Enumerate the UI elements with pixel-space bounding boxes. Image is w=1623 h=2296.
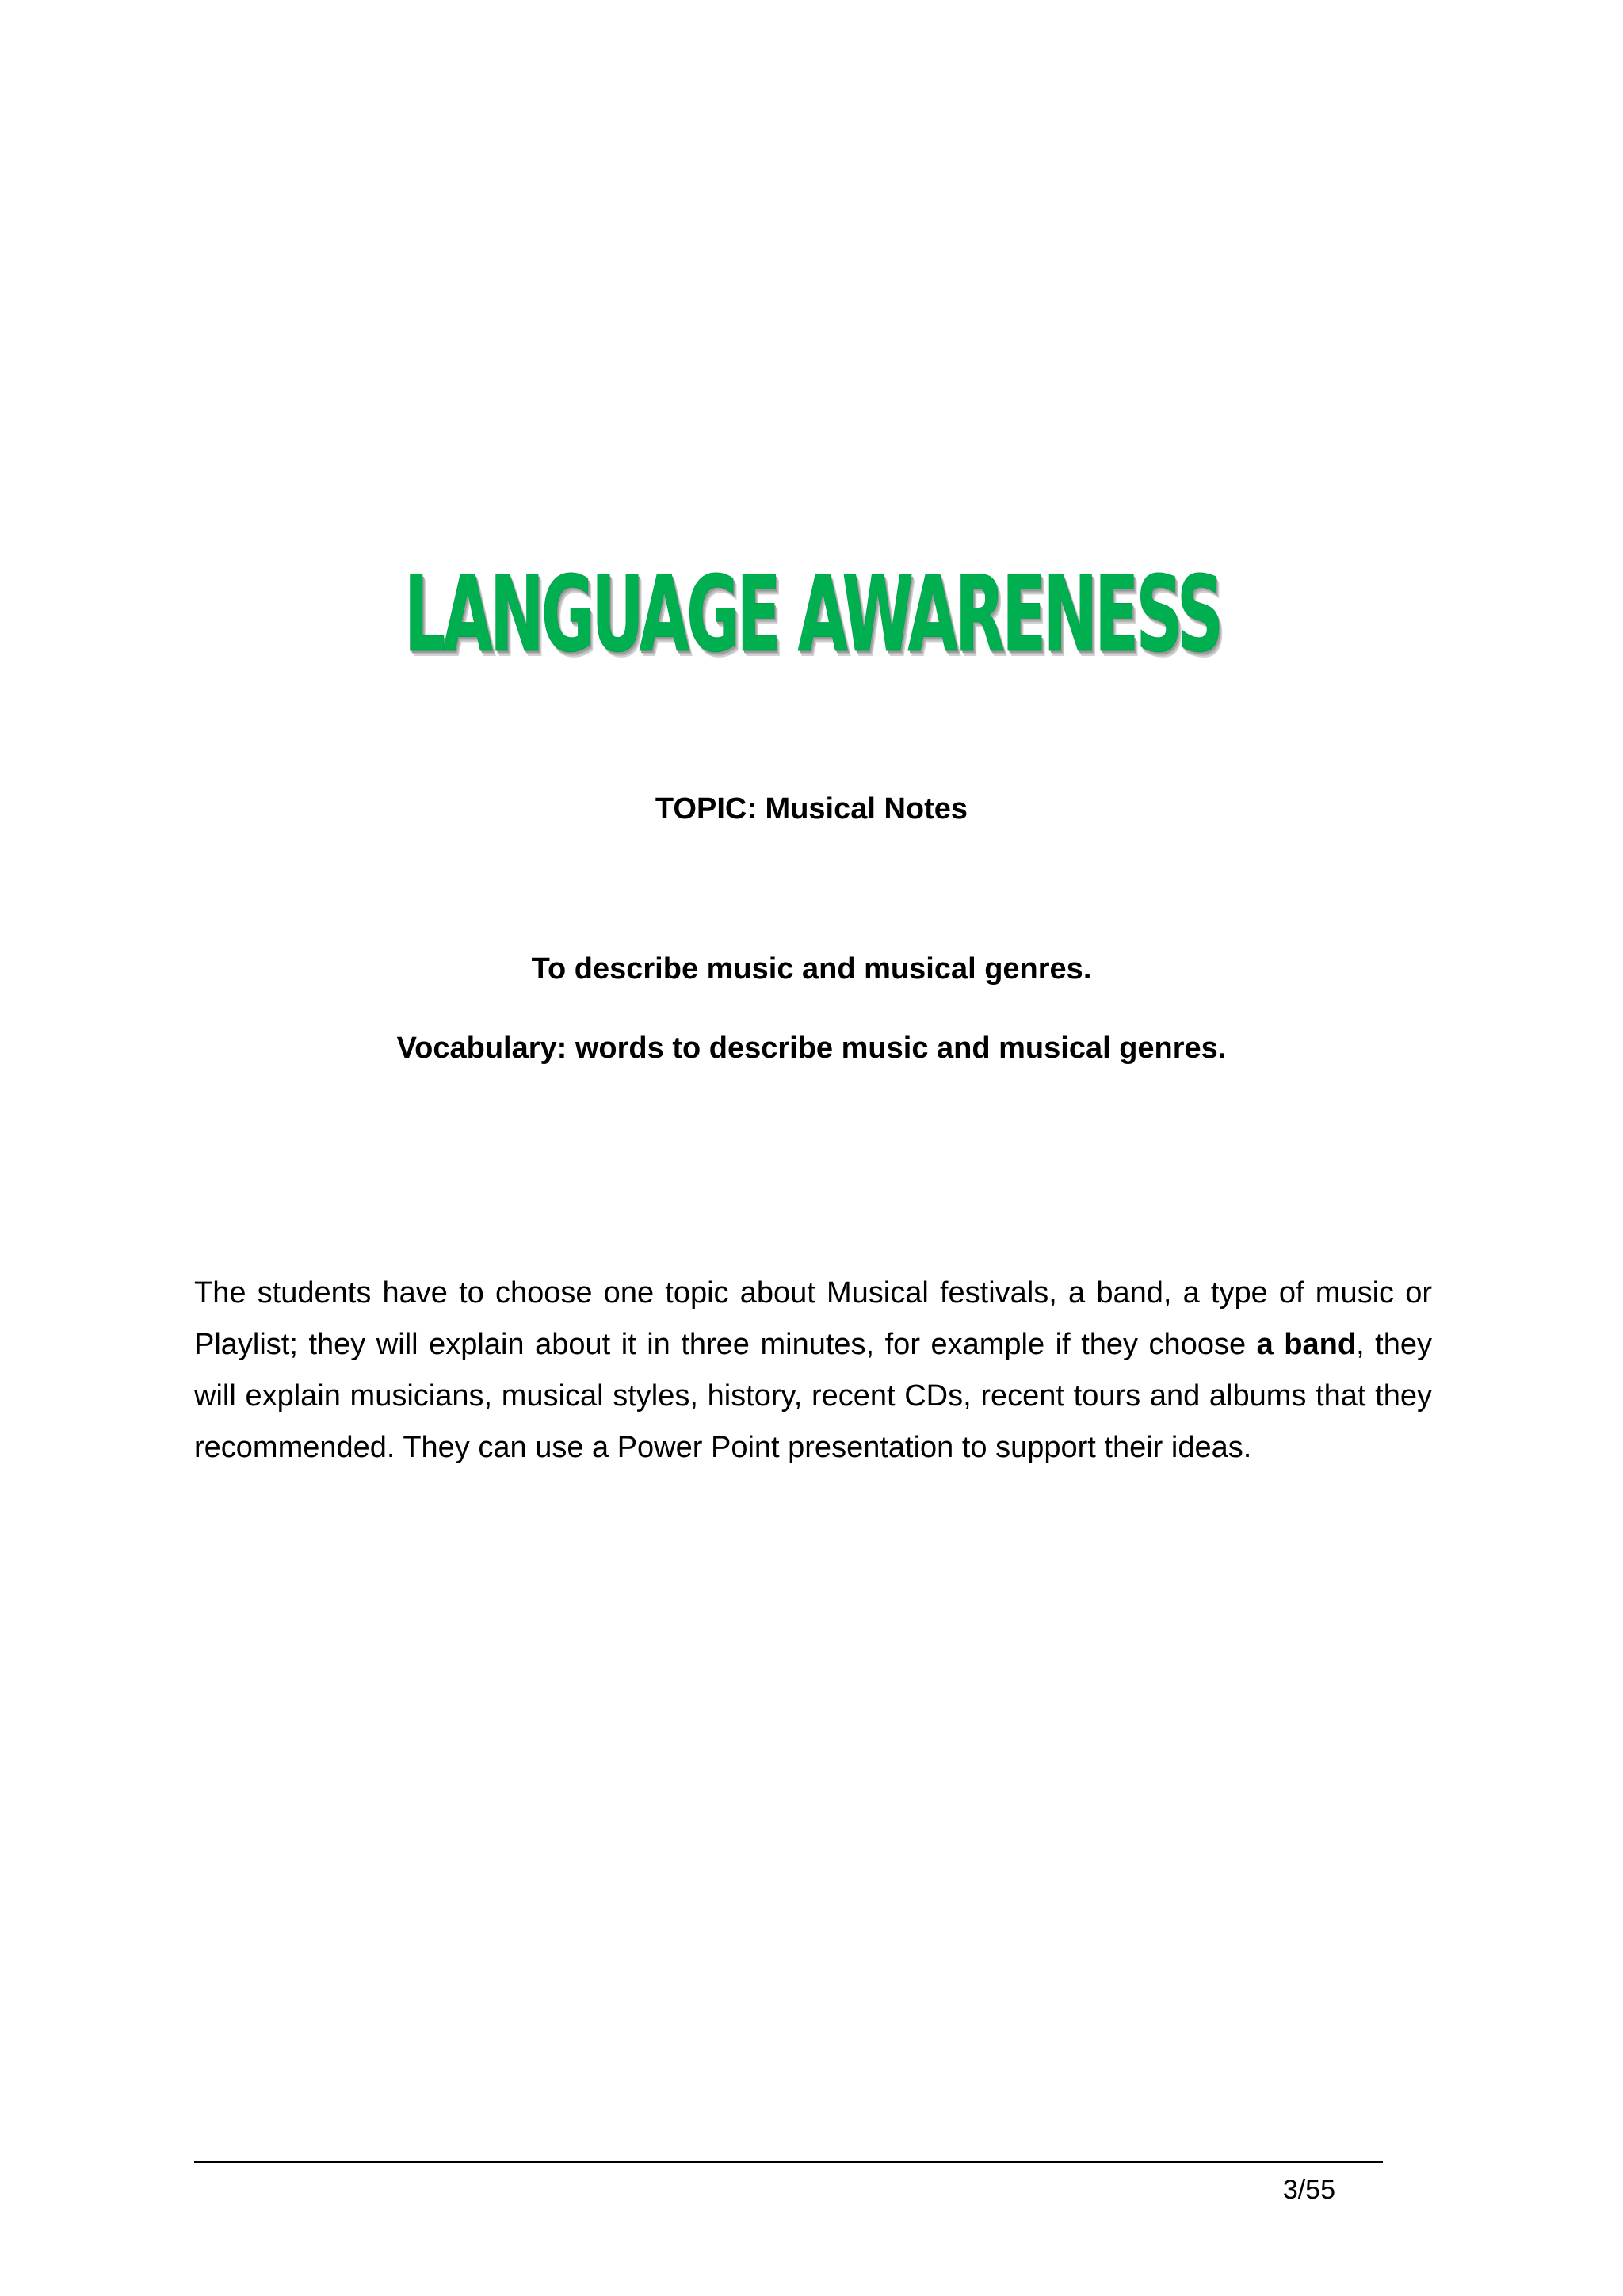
language-awareness-wordart-title: LANGUAGE AWARENESS bbox=[404, 554, 1221, 676]
topic-heading: TOPIC: Musical Notes bbox=[655, 792, 968, 826]
page-number: 3/55 bbox=[1282, 2175, 1335, 2205]
vocabulary-heading: Vocabulary: words to describe music and musical genres. bbox=[396, 1032, 1227, 1065]
footer-divider bbox=[194, 2161, 1383, 2163]
paragraph-bold-phrase: a band bbox=[1256, 1328, 1357, 1361]
objective-heading: To describe music and musical genres. bbox=[531, 952, 1092, 986]
paragraph-text-start: The students have to choose one topic about Musical festivals, a band, a type of music or Playlist; they will explain about it in three minutes, for example if they choose bbox=[194, 1276, 1432, 1361]
paragraph-text-end: , they will explain musicians, musical styles, history, recent CDs, recent tours and albums that they recommended. They can use a Power Point presentation to support their ideas. bbox=[194, 1328, 1432, 1464]
activity-paragraph bbox=[194, 1268, 1432, 1474]
